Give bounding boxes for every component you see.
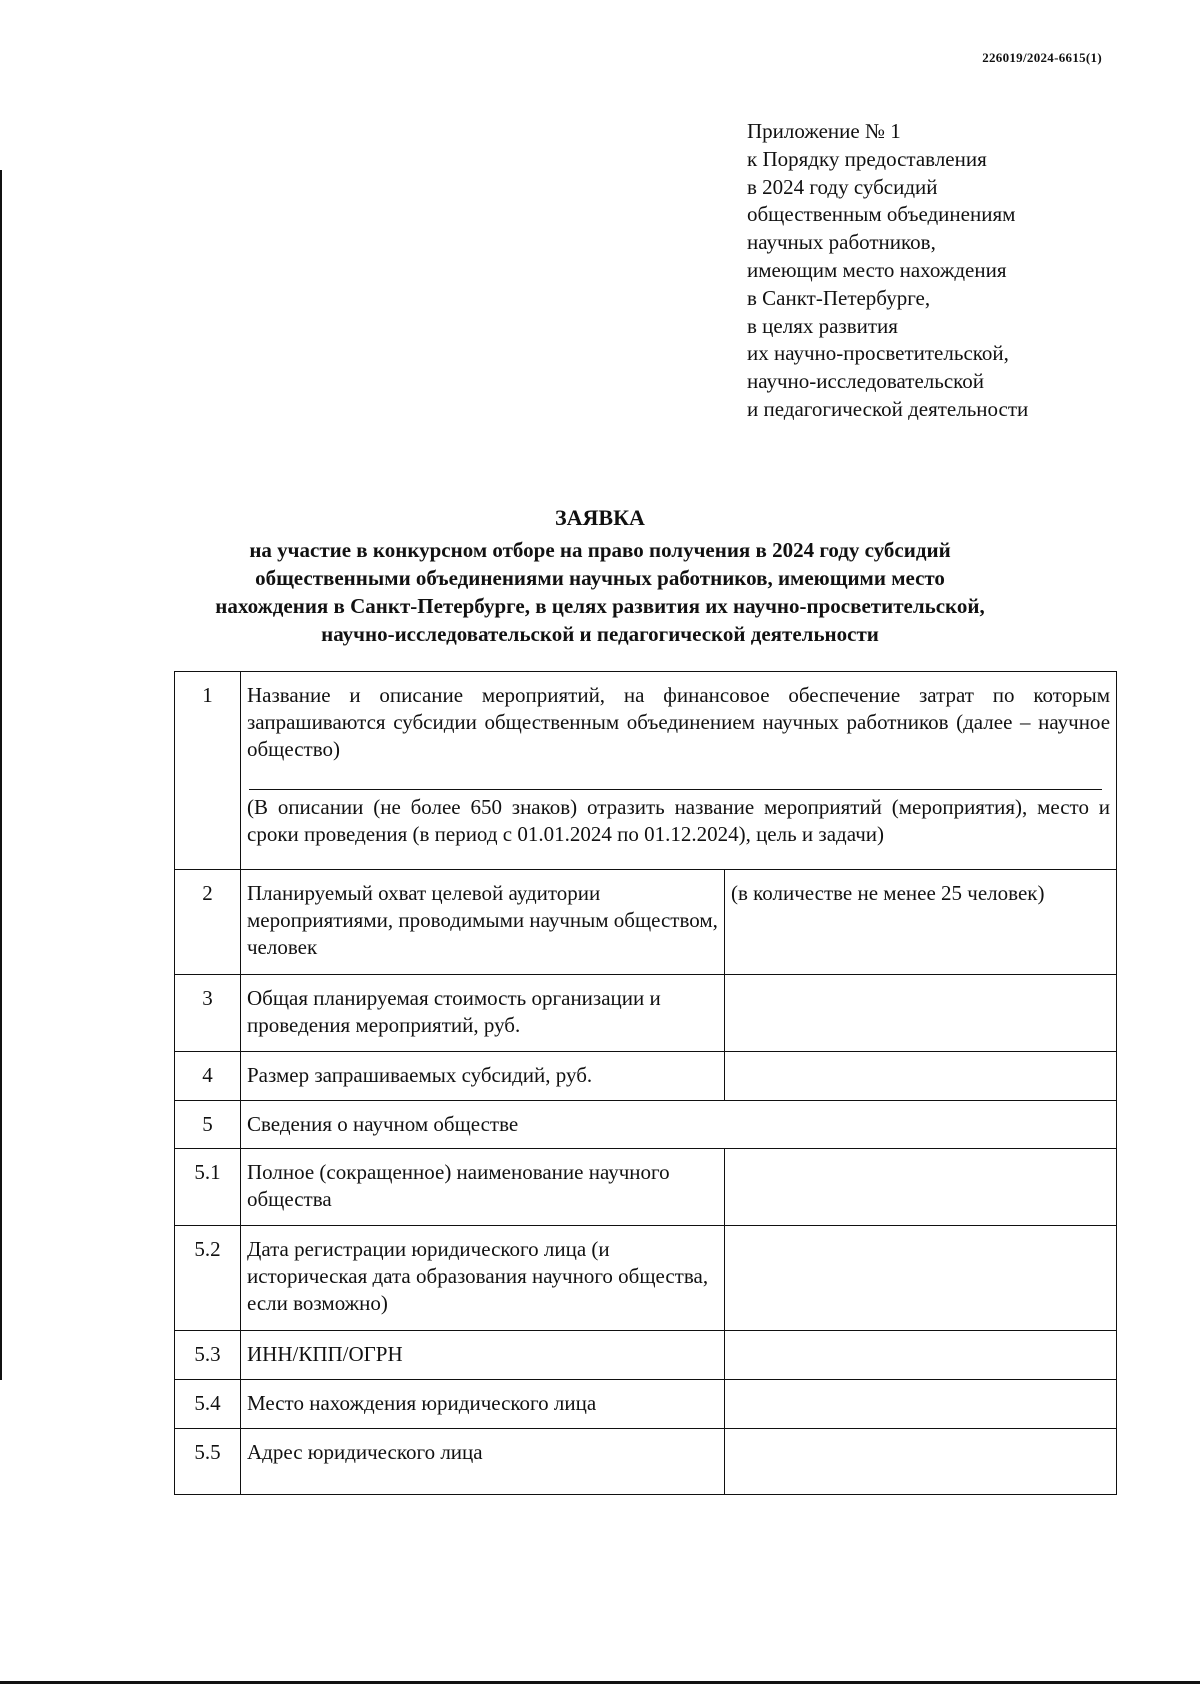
appendix-line: Приложение № 1 (747, 119, 901, 143)
appendix-line: в Санкт-Петербурге, (747, 285, 931, 310)
fill-in-line[interactable] (249, 789, 1102, 790)
table-row (175, 1149, 1117, 1226)
row-value-field[interactable] (725, 1149, 1117, 1226)
appendix-line: и педагогической деятельности (747, 396, 1029, 421)
appendix-line: научных работников, (747, 230, 936, 255)
row-value-field[interactable] (725, 1331, 1117, 1380)
row-number: 1 (175, 672, 241, 870)
table-row (175, 1380, 1117, 1429)
table-row (175, 672, 1117, 870)
row-label: Дата регистрации юридического лица (и историческая дата образования научного общества, если возможно) (241, 1226, 725, 1331)
row-value-field[interactable] (725, 1429, 1117, 1495)
appendix-line: в 2024 году субсидий (747, 174, 938, 199)
row-number: 5.4 (175, 1380, 241, 1429)
row-value-field[interactable]: (в количестве не менее 25 человек) (725, 870, 1117, 975)
table-row (175, 1052, 1117, 1101)
row-label: Место нахождения юридического лица (241, 1380, 725, 1429)
scan-bottom-edge (0, 1681, 1200, 1684)
row-value-field[interactable] (725, 1226, 1117, 1331)
document-subtitle-line: общественными объединениями научных работников, имеющими место (255, 566, 945, 590)
document-subtitle-line: научно-исследовательской и педагогической деятельности (321, 622, 879, 646)
row-value-field[interactable] (725, 1380, 1117, 1429)
row-label: ИНН/КПП/ОГРН (241, 1331, 725, 1380)
row-label: Планируемый охват целевой аудитории мероприятиями, проводимыми научным обществом, человек (241, 870, 725, 975)
document-subtitle-line: на участие в конкурсном отборе на право получения в 2024 году субсидий (249, 538, 951, 562)
appendix-line: имеющим место нахождения (747, 257, 1007, 282)
scan-left-edge (0, 170, 2, 1380)
document-number: 226019/2024-6615(1) (982, 50, 1102, 65)
application-title-block (150, 504, 1050, 648)
table-row (175, 1331, 1117, 1380)
table-row (175, 1101, 1117, 1149)
row-value-field[interactable] (725, 975, 1117, 1052)
document-subtitle-line: нахождения в Санкт-Петербурге, в целях развития их научно-просветительской, (215, 594, 985, 618)
table-row (175, 975, 1117, 1052)
row-number: 5.2 (175, 1226, 241, 1331)
row-number: 5.3 (175, 1331, 241, 1380)
row-label: Сведения о научном обществе (241, 1101, 1117, 1149)
row-number: 5 (175, 1101, 241, 1149)
appendix-reference (747, 118, 1028, 424)
appendix-line: общественным объединениям (747, 202, 1016, 227)
row-number: 5.5 (175, 1429, 241, 1495)
row-label: Общая планируемая стоимость организации и проведения мероприятий, руб. (241, 975, 725, 1052)
row-number: 3 (175, 975, 241, 1052)
row-1-cell (241, 672, 1117, 870)
table-row (175, 1429, 1117, 1495)
row-label: Полное (сокращенное) наименование научного общества (241, 1149, 725, 1226)
appendix-line: к Порядку предоставления (747, 146, 987, 171)
row-label: Название и описание мероприятий, на финансовое обеспечение затрат по которым запрашиваются субсидии общественным объединением научных работников (далее – научное общество) (247, 683, 1111, 761)
row-number: 2 (175, 870, 241, 975)
row-label: Размер запрашиваемых субсидий, руб. (241, 1052, 725, 1101)
appendix-line: их научно-просветительской, (747, 341, 1009, 366)
appendix-line: в целях развития (747, 313, 898, 338)
row-label: Адрес юридического лица (241, 1429, 725, 1495)
table-row (175, 870, 1117, 975)
row-number: 4 (175, 1052, 241, 1101)
row-note: (В описании (не более 650 знаков) отразить название мероприятий (мероприятия), место и сроки проведения (в период с 01.01.2024 по 01.12.2024), цель и задачи) (247, 795, 1111, 846)
row-value-field[interactable] (725, 1052, 1117, 1101)
application-form-table (174, 671, 1117, 1495)
row-number: 5.1 (175, 1149, 241, 1226)
appendix-line: научно-исследовательской (747, 369, 985, 394)
document-title: ЗАЯВКА (555, 505, 645, 530)
table-row (175, 1226, 1117, 1331)
